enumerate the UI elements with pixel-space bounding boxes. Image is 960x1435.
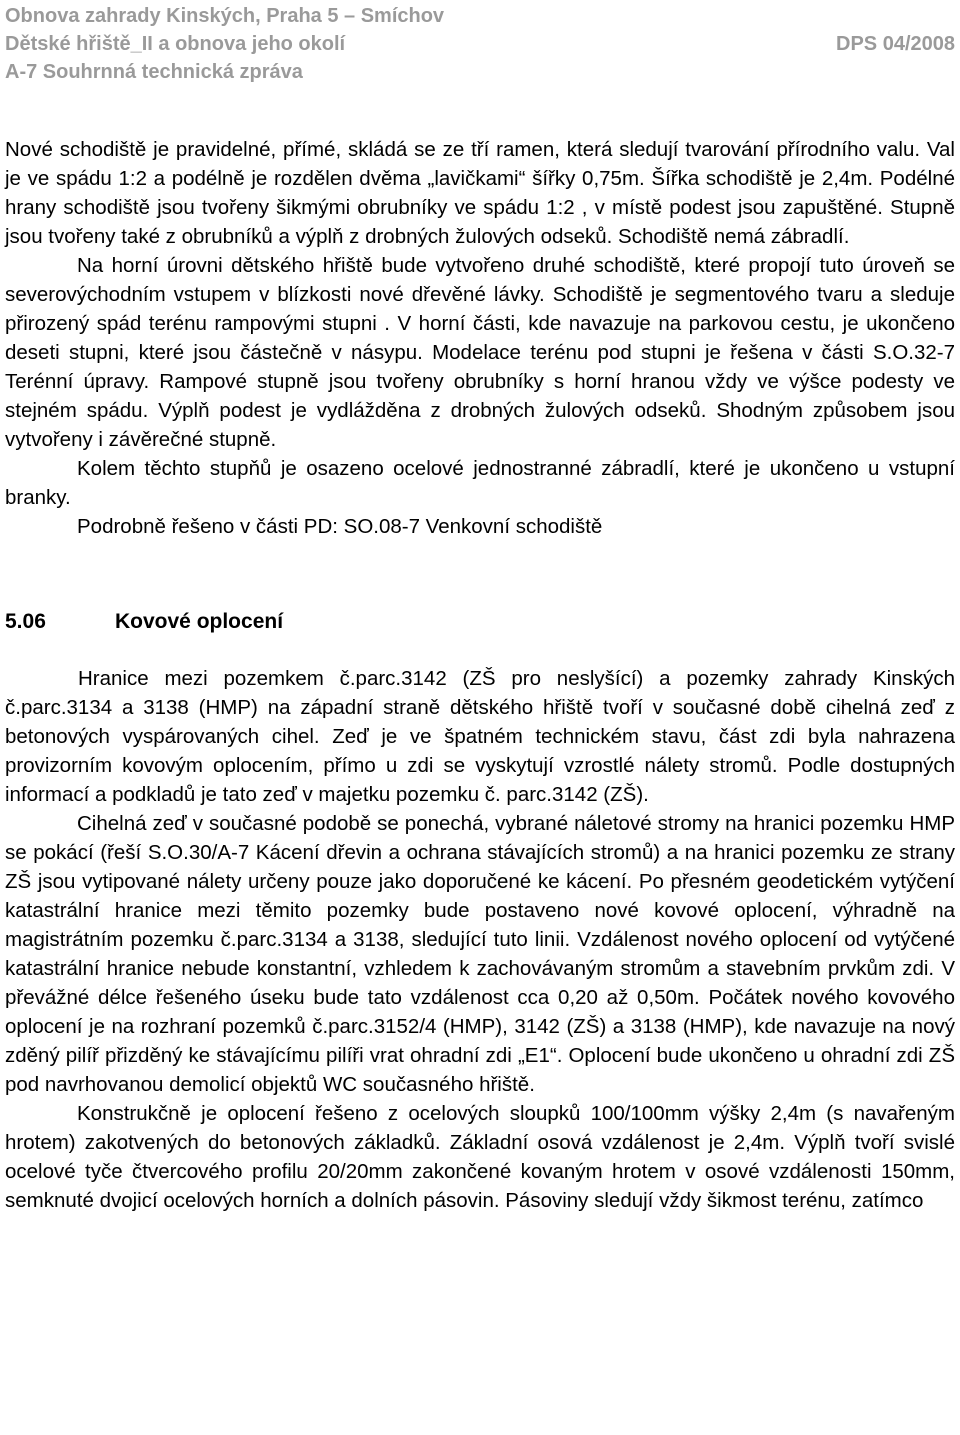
fence-paragraph-2: Cihelná zeď v současné podobě se ponechá, vybrané náletové stromy na hranici pozemku HMP se pokácí (řeší S.O.30/A-7 Kácení dřevin a ochrana stávajících stromů) a na hranici pozemku ze strany ZŠ jsou vytipované nálety určeny pouze jako doporučené ke kácení. Po přesném geodetickém vytýčení katastrální hranice mezi těmito pozemky bude postaveno nové kovové oplocení, výhradně na magistrátním pozemku č.parc.3134 a 3138, sledující tuto linii. Vzdálenost nového oplocení od vytýčené katastrální hranice nebude konstantní, vzhledem k zachovávaným stromům a stavebním prvkům zdi. V převážné délce řešeného úseku bude tato vzdálenost cca 0,20 až 0,50m. Počátek nového kovového oplocení je na rozhraní pozemků č.parc.3152/4 (HMP), 3142 (ZŠ) a 3138 (HMP), kde navazuje na nový zděný pilíř přizděný ke stávajícímu pilíři vrat ohradní zdi „E1“. Oplocení bude ukončeno u ohradní zdi ZŠ pod navrhovanou demolicí objektů WC současného hřiště. xyxy=(5,812,955,1096)
stairs-reference: Podrobně řešeno v části PD: SO.08-7 Venkovní schodiště xyxy=(77,515,603,538)
stairs-paragraph-1: Nové schodiště je pravidelné, přímé, skládá se ze tří ramen, která sledují tvarování přírodního valu. Val je ve spádu 1:2 a podélně je rozdělen dvěma „lavičkami“ šířky 0,75m. Šířka schodiště je 2,4m. Podélné hrany schodiště jsou tvořeny šikmými obrubníky ve spádu 1:2 , v místě podest jsou zapuštěné. Stupně jsou tvořeny také z obrubníků a výplň z drobných žulových odseků. Schodiště nemá zábradlí. xyxy=(5,138,955,248)
header-document-name: A-7 Souhrnná technická zpráva xyxy=(5,61,303,83)
section-heading xyxy=(5,607,955,636)
section-number: 5.06 xyxy=(5,610,46,633)
header-row-2 xyxy=(5,30,955,58)
fence-paragraph-3: Konstrukčně je oplocení řešeno z ocelových sloupků 100/100mm výšky 2,4m (s navařeným hrotem) zakotvených do betonových základků. Základní osová vzdálenost je 2,4m. Výplň tvoří svislé ocelové tyče čtvercového profilu 20/20mm zakončené kovaným hrotem v osové vzdálenosti 150mm, semknuté dvojicí ocelových horních a dolních pásovin. Pásoviny sledují vždy šikmost terénu, zatímco xyxy=(5,1102,955,1212)
section-title: Kovové oplocení xyxy=(115,610,284,633)
header-row-3 xyxy=(5,58,955,86)
stairs-paragraph-3: Kolem těchto stupňů je osazeno ocelové jednostranné zábradlí, které je ukončeno u vstupní branky. xyxy=(5,457,955,509)
stairs-paragraph-2: Na horní úrovni dětského hřiště bude vytvořeno druhé schodiště, které propojí tuto úroveň se severovýchodním vstupem v blízkosti nové dřevěné lávky. Schodiště je segmentového tvaru a sleduje přirozený spád terénu rampovými stupni . V horní části, kde navazuje na parkovou cestu, je ukončeno deseti stupni, které jsou částečně v násypu. Modelace terénu pod stupni je řešena v části S.O.32-7 Terénní úpravy. Rampové stupně jsou tvořeny obrubníky s horní hranou vždy ve výšce podesty ve stejném spádu. Výplň podest je vydlážděna z drobných žulových odseků. Shodným způsobem jsou vytvořeny i závěrečné stupně. xyxy=(5,254,955,451)
header-project-title: Obnova zahrady Kinských, Praha 5 – Smíchov xyxy=(5,5,445,27)
header-document-code: DPS 04/2008 xyxy=(836,33,955,55)
header-row-1 xyxy=(5,2,955,30)
fence-paragraph-1: Hranice mezi pozemkem č.parc.3142 (ZŠ pro neslyšící) a pozemky zahrady Kinských č.parc.3134 a 3138 (HMP) na západní straně dětského hřiště tvoří v současné době cihelná zeď z betonových vyspárovaných cihel. Zeď je ve špatném technickém stavu, část zdi byla nahrazena provizorním kovovým oplocením, přímo u zdi se vyskytují vzrostlé nálety stromů. Podle dostupných informací a podkladů je tato zeď v majetku pozemku č. parc.3142 (ZŠ). xyxy=(5,667,955,806)
document-body xyxy=(5,135,955,1215)
header-subproject: Dětské hřiště_II a obnova jeho okolí xyxy=(5,33,346,55)
page-header xyxy=(5,2,955,86)
